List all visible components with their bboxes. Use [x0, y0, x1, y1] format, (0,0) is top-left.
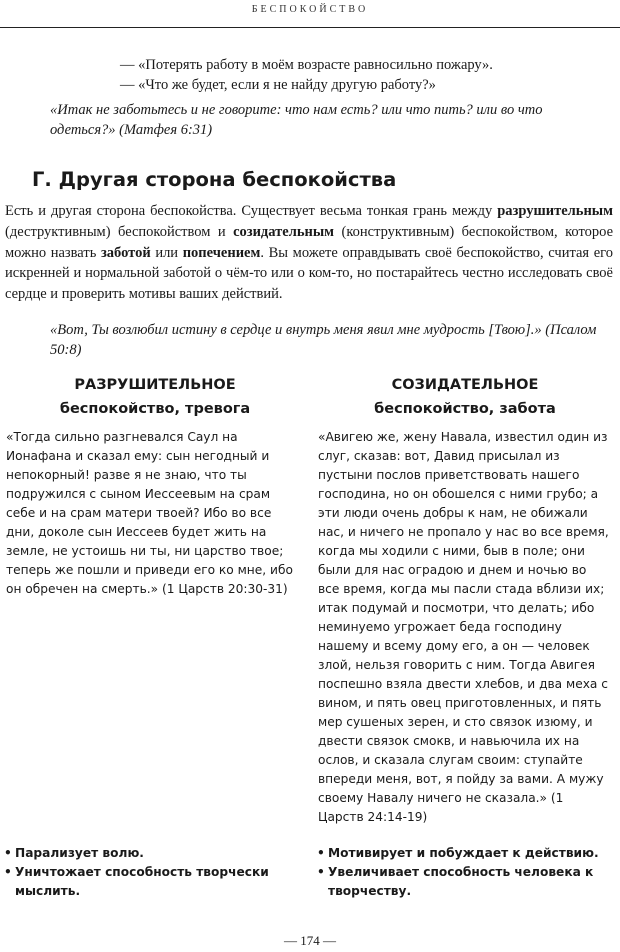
bullet-text: Мотивирует и побуждает к действию.: [328, 846, 599, 860]
page-number: — 174 —: [284, 933, 336, 948]
term-constructive: созидательным: [233, 223, 335, 240]
dialog-line-2: — «Что же будет, если я не найду другую работу?»: [120, 77, 436, 93]
bullet-text: Парализует волю.: [15, 846, 144, 860]
right-column-title: СОЗИДАТЕЛЬНОЕ: [391, 377, 539, 393]
paragraph-text-2: (деструктивным) беспокойством и: [5, 223, 234, 240]
term-destructive: разрушительным: [497, 203, 613, 219]
right-bullet-list: [317, 844, 613, 901]
term-concern: попечением: [182, 244, 261, 261]
dialog-line-1: — «Потерять работу в моём возрасте равносильно пожару».: [120, 57, 493, 73]
list-item: [317, 863, 613, 901]
left-column-heading: [5, 373, 305, 421]
list-item: [317, 844, 613, 863]
left-column-subtitle: беспокойство, тревога: [59, 401, 251, 417]
right-column-subtitle: беспокойство, забота: [374, 401, 556, 417]
bullet-text: Уничтожает способность творчески мыслить.: [15, 865, 269, 898]
bullet-icon: •: [4, 846, 12, 860]
header-rule: [0, 27, 620, 28]
bullet-icon: •: [317, 846, 325, 860]
right-column-heading: [315, 373, 615, 421]
left-column-title: РАЗРУШИТЕЛЬНОЕ: [74, 377, 236, 393]
section-heading: Г. Другая сторона беспокойства: [32, 168, 397, 191]
left-bullet-list: [4, 844, 294, 901]
scripture-quote-psalm: «Вот, Ты возлюбил истину в сердце и внутрь меня явил мне мудрость [Твою].» (Псалом 50:8): [50, 322, 597, 358]
running-head: БЕСПОКОЙСТВО: [251, 4, 369, 15]
paragraph-text-1: Есть и другая сторона беспокойства. Существует весьма тонкая грань между: [5, 203, 498, 219]
paragraph-text-3: (конструктивным) беспокойством, которое можно назвать: [5, 223, 613, 261]
scripture-quote-matthew: «Итак не заботьтесь и не говорите: что нам есть? или что пить? или во что одеться?» (Матфея 6:31): [50, 102, 543, 138]
right-column-text: «Авигею же, жену Навала, известил один из слуг, сказав: вот, Давид присылал из пустыни послов приветствовать нашего господина, но он обошелся с ними грубо; а эти люди очень добры к нам, не обижали нас, и ничего не пропало у нас во все время, когда мы ходили с ними, быв в поле; они были для нас оградою и днем и ночью во все время, когда мы пасли стада вблизи их; итак подумай и посмотри, что делать; ибо неминуемо угрожает беда господину нашему и всему дому его, а он — человек злой, нельзя говорить с ним. Тогда Авигея поспешно взяла двести хлебов, и два меха с вином, и пять овец приготовленных, и пять мер сушеных зерен, и сто связок изюму, и двести связок смокв, и навьючила их на ослов, и сказала слугам своим: ступайте впереди меня, вот, я пойду за вами. А мужу своему Навалу ничего не сказала.» (1 Царств 24:14-19): [318, 430, 609, 824]
list-item: [4, 844, 294, 863]
bullet-icon: •: [4, 865, 12, 879]
body-paragraph: [5, 201, 613, 305]
paragraph-text-5: . Вы можете оправдывать своё беспокойство, считая его искренней и нормальной заботой о чём-то или о ком-то, но постарайтесь честно исследовать своё сердце и проверить мотивы ваших действий.: [5, 244, 613, 303]
left-column-text: «Тогда сильно разгневался Саул на Ионафана и сказал ему: сын негодный и непокорный! разве я не знаю, что ты подружился с сыном Иессеевым на срам себе и на срам матери твоей? Ибо во все дни, доколе сын Иессеев будет жить на земле, не устоишь ни ты, ни царство твое; теперь же пошли и приведи его ко мне, ибо он обречен на смерть.» (1 Царств 20:30-31): [6, 430, 293, 596]
list-item: [4, 863, 294, 901]
paragraph-text-4: или: [150, 244, 183, 261]
bullet-text: Увеличивает способность человека к творчеству.: [328, 865, 594, 898]
term-care: заботой: [100, 244, 151, 261]
bullet-icon: •: [317, 865, 325, 879]
